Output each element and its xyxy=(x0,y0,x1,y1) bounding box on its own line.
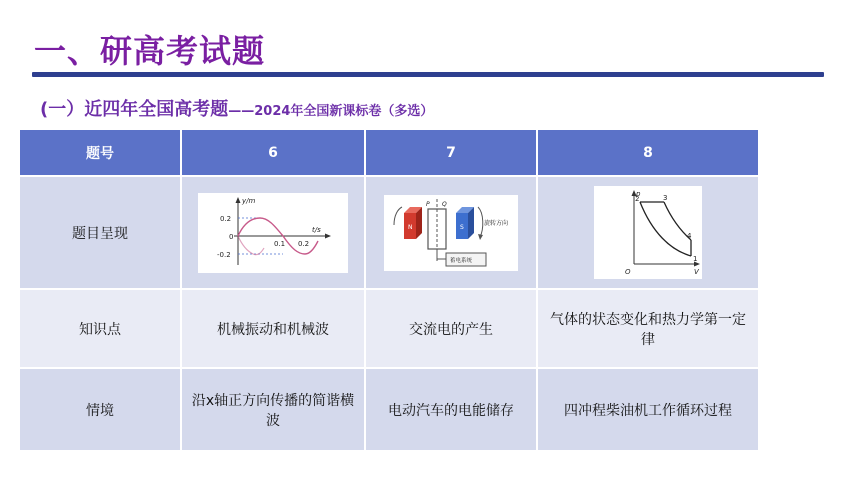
table-row xyxy=(19,368,759,451)
pv-origin-label: O xyxy=(625,268,631,276)
header-q7: 7 xyxy=(365,129,537,176)
pv-point-1: 1 xyxy=(693,255,698,263)
table-row xyxy=(19,176,759,289)
pv-v-axis-label: V xyxy=(694,268,699,276)
wave-figure xyxy=(198,193,348,273)
context-q7: 电动汽车的电能储存 xyxy=(365,368,537,451)
wave-x-tick-1: 0.1 xyxy=(274,239,286,248)
context-q6: 沿x轴正方向传播的简谐横波 xyxy=(181,368,365,451)
wave-x-tick-2: 0.2 xyxy=(298,239,310,248)
wave-y-tick-pos: 0.2 xyxy=(220,214,232,223)
table-row xyxy=(19,289,759,368)
storage-system-label: 蓄电系统 xyxy=(450,257,473,264)
header-q8: 8 xyxy=(537,129,759,176)
wave-y-tick-zero: 0 xyxy=(229,232,234,241)
pole-s-label: S xyxy=(460,223,464,231)
knowledge-q8: 气体的状态变化和热力学第一定律 xyxy=(537,289,759,368)
header-label: 题号 xyxy=(19,129,181,176)
subtitle-sub: ——2024年全国新课标卷（多选） xyxy=(228,104,434,119)
pv-point-4: 4 xyxy=(687,232,692,240)
pv-p-axis-label: p xyxy=(636,190,641,198)
page-title: 一、研高考试题 xyxy=(34,32,266,70)
table-header-row xyxy=(19,129,759,176)
knowledge-q7: 交流电的产生 xyxy=(365,289,537,368)
section-subtitle xyxy=(40,95,433,121)
row-label-presentation: 题目呈现 xyxy=(19,176,181,289)
label-q: Q xyxy=(442,200,447,208)
generator-figure xyxy=(384,195,518,271)
wave-x-axis-label: t/s xyxy=(312,225,321,234)
cell-q8-figure xyxy=(537,176,759,289)
wave-y-axis-label: y/m xyxy=(242,196,256,205)
row-label-context: 情境 xyxy=(19,368,181,451)
pv-point-2: 2 xyxy=(635,195,640,203)
row-label-knowledge: 知识点 xyxy=(19,289,181,368)
context-q8: 四冲程柴油机工作循环过程 xyxy=(537,368,759,451)
cell-q6-figure xyxy=(181,176,365,289)
title-divider xyxy=(32,72,824,77)
label-p: P xyxy=(426,200,430,208)
pole-n-label: N xyxy=(408,223,413,231)
subtitle-main: (一）近四年全国高考题 xyxy=(40,99,229,120)
header-q6: 6 xyxy=(181,129,365,176)
rotate-direction-label: 旋转方向 xyxy=(484,219,509,227)
exam-table xyxy=(18,128,760,452)
pv-figure xyxy=(594,186,702,279)
knowledge-q6: 机械振动和机械波 xyxy=(181,289,365,368)
pv-point-3: 3 xyxy=(663,194,668,202)
cell-q7-figure xyxy=(365,176,537,289)
wave-y-tick-neg: -0.2 xyxy=(217,250,231,259)
